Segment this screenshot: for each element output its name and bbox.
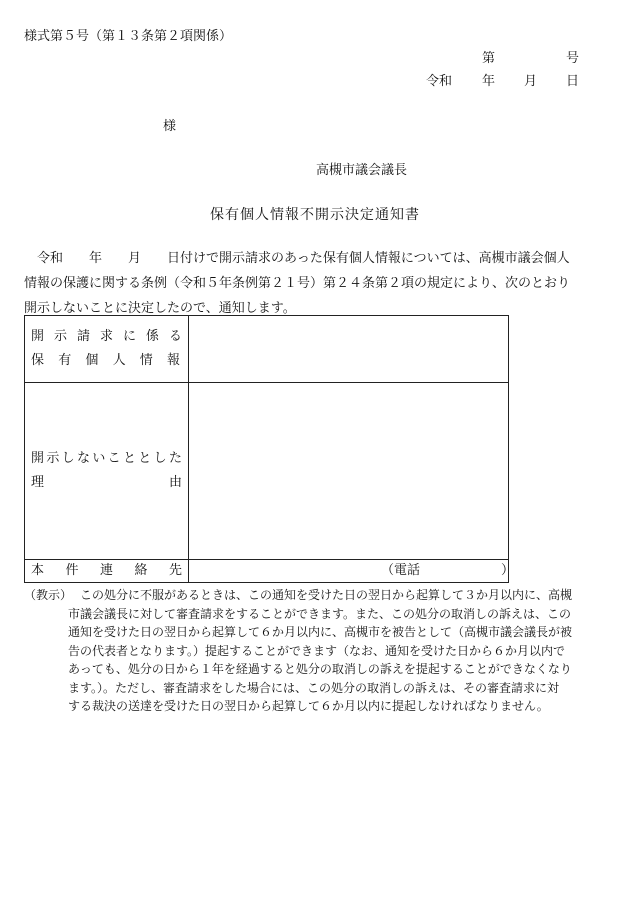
- label-char: い: [92, 451, 106, 466]
- label-char: 開: [31, 451, 45, 466]
- date-year: 年: [482, 74, 496, 89]
- notice-line: する裁決の送達を受けた日の翌日から起算して６か月以内に提起しなければなりません。: [68, 699, 549, 713]
- label-contact: [25, 560, 189, 583]
- phone-label: （電話: [381, 563, 421, 578]
- label-char: 示: [53, 329, 67, 344]
- jl-row1-line2: [31, 349, 182, 373]
- contact-cell: [189, 560, 515, 583]
- notice-body: [68, 586, 604, 716]
- label-char: 絡: [134, 563, 148, 578]
- label-char: 件: [65, 563, 79, 578]
- requested-info-cell: [189, 316, 509, 383]
- label-reason: [25, 383, 189, 560]
- notice-line: 市議会議長に対して審査請求をすることができます。また、この処分の取消しの訴えは、この: [68, 606, 572, 621]
- phone-close: ）: [501, 563, 515, 578]
- jl-row2-line1: [31, 447, 182, 471]
- issuer-name: 高槻市議会議長: [316, 163, 408, 178]
- label-char: に: [122, 329, 136, 344]
- label-char: し: [153, 451, 167, 466]
- info-table: [24, 315, 515, 583]
- label-char: 請: [76, 329, 90, 344]
- notice-line: この処分に不服があるときは、この通知を受けた日の翌日から起算して３か月以内に、高槻: [68, 588, 573, 602]
- jl-row3: [31, 560, 182, 582]
- label-char: と: [122, 451, 136, 466]
- label-char: 報: [166, 353, 180, 368]
- body-line: 令和 年 月 日付けで開示請求のあった保有個人情報については、高槻市議会個人: [24, 251, 570, 266]
- doc-number-suffix: 号: [566, 51, 580, 66]
- label-char: 人: [112, 353, 126, 368]
- doc-number-prefix: 第: [482, 51, 496, 66]
- table-row: [25, 560, 509, 583]
- date-era: 令和: [426, 74, 453, 89]
- reason-cell: [189, 383, 509, 560]
- notice-line: 通知を受けた日の翌日から起算して６か月以内に、高槻市を被告として（高槻市議会議長が被: [68, 625, 573, 639]
- date-month: 月: [524, 74, 538, 89]
- label-char: 連: [99, 563, 113, 578]
- label-char: こ: [107, 451, 121, 466]
- document-title: 保有個人情報不開示決定通知書: [210, 207, 420, 223]
- table-row: [25, 383, 509, 560]
- body-text: [24, 246, 592, 321]
- label-char: る: [168, 329, 182, 344]
- label-char: し: [61, 451, 75, 466]
- label-char: 情: [139, 353, 153, 368]
- label-char: 係: [145, 329, 159, 344]
- notice-line: 告の代表者となります。）提起することができます（なお、通知を受けた日から６か月以内で: [68, 643, 566, 658]
- label-char: 保: [31, 353, 45, 368]
- date-day: 日: [566, 74, 580, 89]
- label-char: た: [168, 451, 182, 466]
- label-char: な: [76, 451, 90, 466]
- jl-row1-line1: [31, 325, 182, 349]
- label-char: 由: [168, 475, 182, 490]
- notice-line: あっても、処分の日から１年を経過すると処分の取消しの訴えを提起することができなくなり: [68, 662, 572, 676]
- label-char: 有: [58, 353, 72, 368]
- form-label: 様式第５号（第１３条第２項関係）: [24, 29, 233, 44]
- label-char: 求: [99, 329, 113, 344]
- label-requested-info: [25, 316, 189, 383]
- notice-line: ます。）。ただし、審査請求をした場合には、この処分の取消しの訴えは、その審査請求に対: [68, 680, 560, 695]
- label-char: 示: [46, 451, 60, 466]
- jl-row2-line2: [31, 471, 182, 495]
- label-char: と: [138, 451, 152, 466]
- body-line: 情報の保護に関する条例（令和５年条例第２１号）第２４条第２項の規定により、次のとおり: [24, 276, 571, 291]
- label-char: 個: [85, 353, 99, 368]
- label-char: 開: [31, 329, 45, 344]
- table-row: [25, 316, 509, 383]
- label-char: 先: [168, 563, 182, 578]
- label-char: 本: [31, 563, 45, 578]
- body-line: 開示しないことに決定したので、通知します。: [24, 301, 296, 316]
- appeal-notice: [24, 586, 604, 716]
- notice-heading: （教示）: [24, 588, 73, 602]
- label-char: 理: [31, 475, 45, 490]
- recipient-salutation: 様: [163, 119, 177, 134]
